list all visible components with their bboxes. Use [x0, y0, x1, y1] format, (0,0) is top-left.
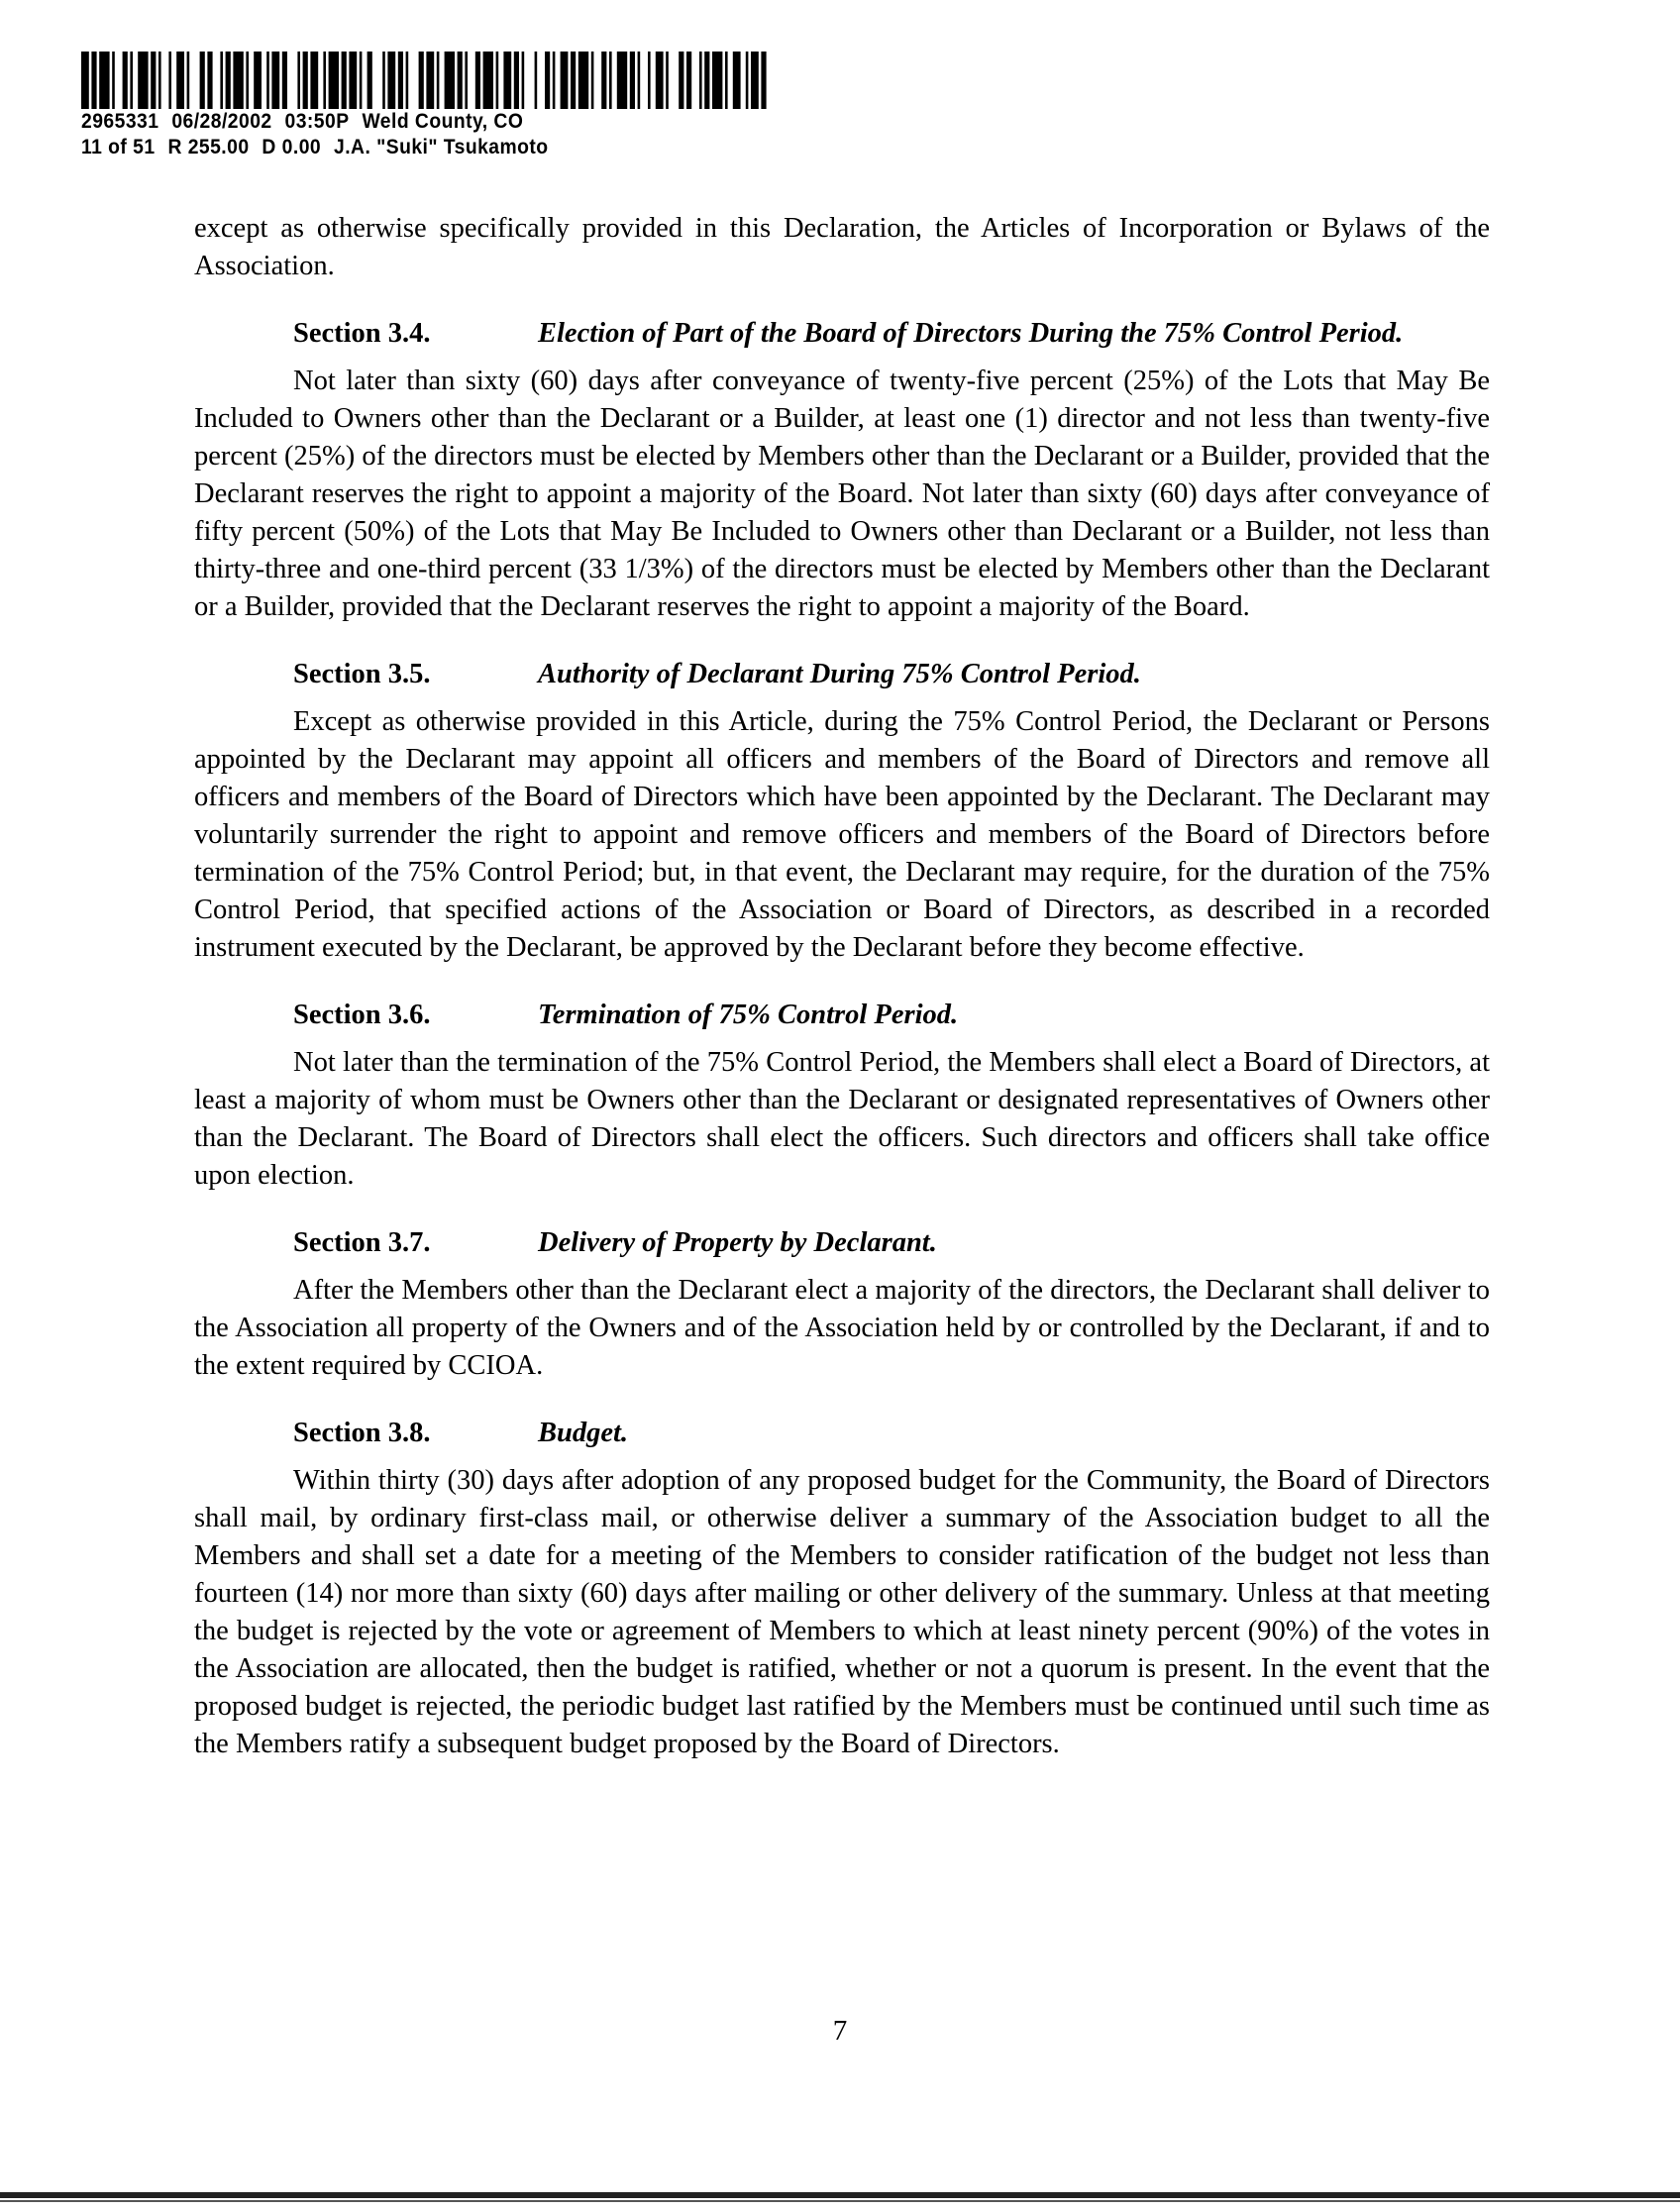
barcode-bar [360, 52, 363, 109]
section-title: Election of Part of the Board of Directors During the 75% Control [538, 318, 1312, 349]
section-3-5-text: Except as otherwise provided in this Article, during the 75% Control Period, the Declarant or Persons appointed by the Declarant may appoint all officers and members of the Board of Directors and remove all officers and members of the Board of Directors which have been appointed by the Declarant. The Declarant may voluntarily surrender the right to appoint and remove officers and members of the Board of Directors before termination of the 75% Control Period; but, in that event, the Declarant may require, for the duration of the 75% Control Period, that specified actions of the Association or Board of Directors, as described in a recorded instrument executed by the Declarant, be approved by the Declarant before they become effective. [194, 706, 1490, 963]
barcode-bar [233, 52, 243, 109]
barcode-bar [578, 52, 588, 109]
barcode-bar [419, 52, 424, 109]
barcode-bar [465, 52, 468, 109]
section-title: Termination of 75% Control Period. [538, 1000, 959, 1030]
section-number: Section 3.6. [293, 1000, 431, 1030]
section-number: Section 3.8. [293, 1418, 431, 1448]
barcode-bar [271, 52, 279, 109]
barcode-bar [638, 52, 641, 109]
barcode-bar [699, 52, 702, 109]
barcode-bar [630, 52, 635, 109]
barcode-bar [323, 52, 326, 109]
barcode-bar [609, 52, 612, 109]
barcode-bar [733, 52, 741, 109]
section-title-continued: Period. [1318, 318, 1404, 349]
section-title: Budget. [538, 1418, 629, 1448]
section-3-8-text: Within thirty (30) days after adoption of any proposed budget for the Community, the Board of Directors shall mail, by ordinary first-class mail, or otherwise deliver a summary of the Association budget to all the Members and shall set a date for a meeting of the Members to consider ratification of the budget not less than fourteen (14) nor more than sixty (60) days after mailing or other delivery of the summary. Unless at that meeting the budget is rejected by the vote or agreement of Members to which at least ninety percent (90%) of the votes in the Association are allocated, then the budget is ratified, whether or not a quorum is present. In the event that the proposed budget is rejected, the periodic budget last ratified by the Members must be continued until such time as the Members ratify a subsequent budget proposed by the Board of Directors. [194, 1465, 1490, 1759]
barcode-bar [503, 52, 511, 109]
section-3-7-heading [194, 1224, 1490, 1262]
barcode-bar [329, 52, 339, 109]
recording-time: 03:50P [284, 110, 350, 133]
barcode-bar [266, 52, 269, 109]
barcode-bar [746, 52, 749, 109]
section-number: Section 3.5. [293, 659, 431, 689]
barcode-bar [458, 52, 463, 109]
barcode-bar [514, 52, 519, 109]
barcode-bar [656, 52, 664, 109]
barcode-bar [368, 52, 372, 109]
stamp-line-1 [81, 109, 719, 135]
barcode-bar [601, 52, 606, 109]
barcode-bar [91, 52, 96, 109]
barcode-bar [545, 52, 550, 109]
barcode-bar [342, 52, 347, 109]
page-of: 11 of 51 [81, 136, 156, 158]
barcode-bar [349, 52, 357, 109]
barcode-bar [751, 52, 759, 109]
section-3-7-text: After the Members other than the Declarant elect a majority of the directors, the Declarant shall deliver to the Association all property of the Owners and of the Association held by or controlled by the Declarant, if and to the extent required by CCIOA. [194, 1275, 1490, 1381]
section-title: Authority of Declarant During 75% Control Period. [538, 659, 1141, 689]
barcode-bar [158, 52, 161, 109]
barcode-bar [168, 52, 171, 109]
barcode-bar [725, 52, 728, 109]
barcode-bar [200, 52, 205, 109]
section-3-5-heading [194, 656, 1490, 693]
barcode-bar [138, 52, 148, 109]
barcode-bar [246, 52, 249, 109]
section-3-4-text: Not later than sixty (60) days after conveyance of twenty-five percent (25%) of the Lots that May Be Included to Owners other than the Declarant or a Builder, at least one (1) director and not less than twenty-five percent (25%) of the directors must be elected by Members other than the Declarant or a Builder, provided that the Declarant reserves the right to appoint a majority of the Board. Not later than sixty (60) days after conveyance of fifty percent (50%) of the Lots that May Be Included to Owners other than Declarant or a Builder, not less than thirty-three and one-third percent (33 1/3%) of the directors must be elected by Members other than the Declarant or a Builder, provided that the Declarant reserves the right to appoint a majority of the Board. [194, 366, 1490, 622]
barcode-bar [406, 52, 409, 109]
section-3-8-heading [194, 1415, 1490, 1452]
barcode-bar [522, 52, 525, 109]
section-title: Delivery of Property by Declarant. [538, 1227, 937, 1258]
barcode-bar [99, 52, 109, 109]
barcode-bar [666, 52, 669, 109]
barcode-bar [387, 52, 395, 109]
scan-edge-rule-thin [0, 2200, 1680, 2202]
barcode-bar [496, 52, 499, 109]
barcode-bar [686, 52, 691, 109]
barcode-bar [712, 52, 722, 109]
barcode-bar [553, 52, 556, 109]
barcode-bar [648, 52, 651, 109]
barcode-bar [226, 52, 231, 109]
section-number: Section 3.4. [293, 318, 431, 349]
barcode-bar [445, 52, 455, 109]
barcode-bar [81, 52, 89, 109]
barcode-bar [761, 52, 766, 109]
reception-number: 2965331 [81, 110, 159, 133]
barcode-bar [254, 52, 262, 109]
recording-date: 06/28/2002 [171, 110, 272, 133]
barcode-bar [561, 52, 569, 109]
barcode-bar [426, 52, 434, 109]
barcode-bar [310, 52, 318, 109]
barcode-bar [112, 52, 115, 109]
page-number: 7 [832, 2015, 848, 2047]
barcode-bar [398, 52, 403, 109]
section-3-6-text: Not later than the termination of the 75% Control Period, the Members shall elect a Board of Directors, at least a majority of whom must be Owners other than the Declarant or designated representatives of Owners other than the Declarant. The Board of Directors shall elect the officers. Such directors and officers shall take office upon election. [194, 1047, 1490, 1191]
barcode-bar [297, 52, 300, 109]
barcode-bar [187, 52, 190, 109]
scan-edge-rule [0, 2192, 1680, 2198]
recorder-name: J.A. "Suki" Tsukamoto [333, 136, 549, 158]
barcode-bar [303, 52, 308, 109]
barcode-bar [282, 52, 287, 109]
county: Weld County, CO [362, 110, 524, 133]
barcode-bar [591, 52, 594, 109]
barcode-bar [207, 52, 212, 109]
section-3-4-heading [194, 315, 1490, 353]
barcode-bar [130, 52, 133, 109]
recording-fee: R 255.00 [167, 136, 250, 158]
barcode-bar [704, 52, 709, 109]
barcode-bar [176, 52, 184, 109]
section-3-6-heading [194, 997, 1490, 1034]
continuation-paragraph: except as otherwise specifically provided in this Declaration, the Articles of Incorporation or Bylaws of the Association. [194, 213, 1490, 281]
section-number: Section 3.7. [293, 1227, 431, 1258]
stamp-line-2 [81, 135, 719, 160]
barcode-bar [123, 52, 128, 109]
barcode-bar [220, 52, 223, 109]
barcode-bar [437, 52, 440, 109]
recording-stamp [81, 52, 775, 160]
barcode-bar [151, 52, 156, 109]
barcode-bar [535, 52, 538, 109]
doc-fee: D 0.00 [262, 136, 322, 158]
barcode-bar [679, 52, 683, 109]
barcode-image [81, 52, 767, 109]
barcode-bar [617, 52, 627, 109]
barcode-bar [382, 52, 385, 109]
barcode-bar [483, 52, 493, 109]
barcode-bar [571, 52, 576, 109]
document-body [194, 210, 1490, 1763]
barcode-bar [475, 52, 480, 109]
